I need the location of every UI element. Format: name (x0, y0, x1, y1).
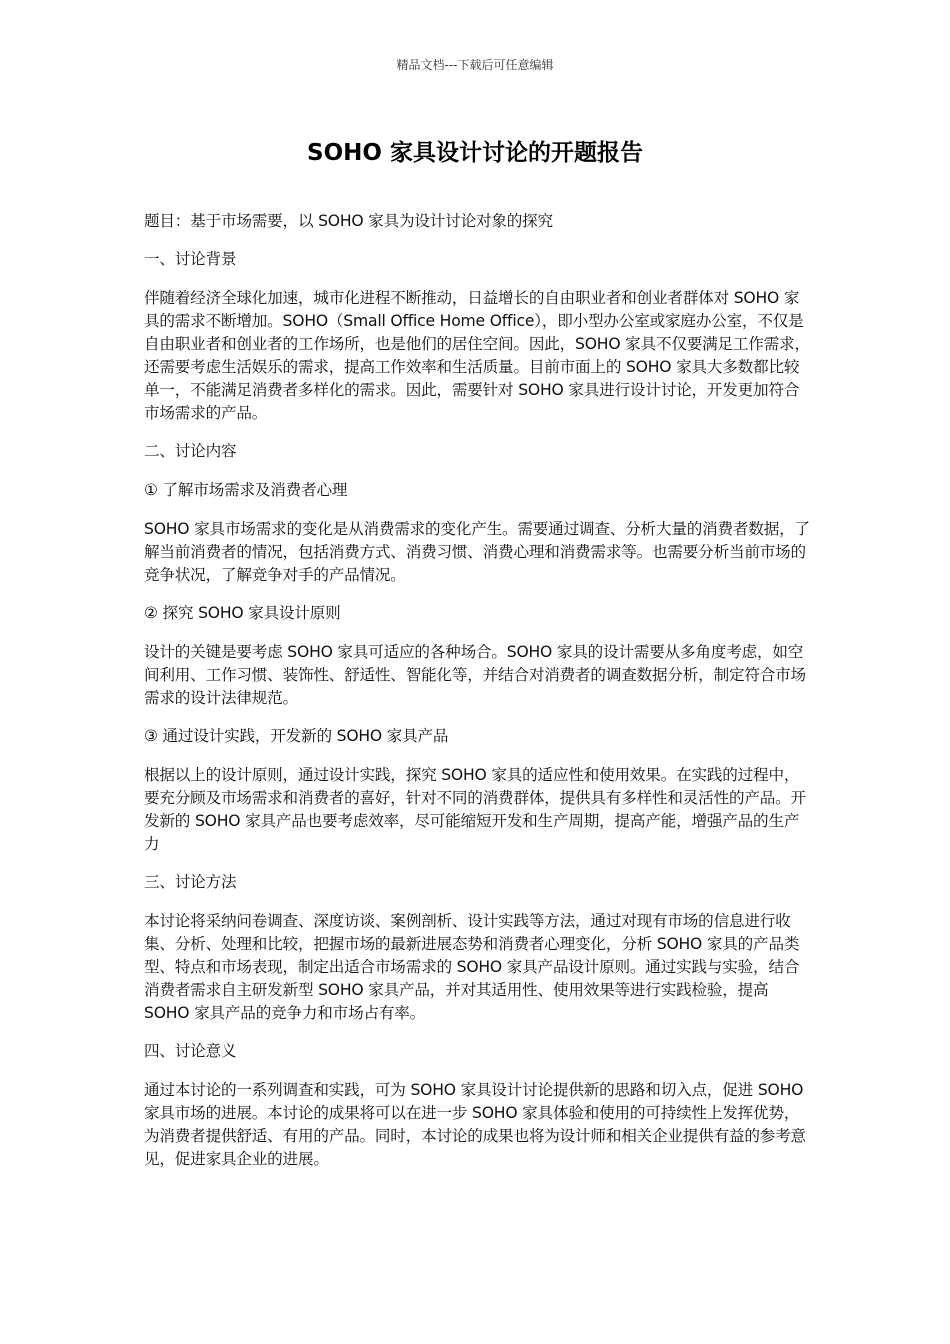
document-body (144, 210, 810, 1186)
section-heading-background: 一、讨论背景 (144, 250, 237, 268)
subsection-body-2: 设计的关键是要考虑 SOHO 家具可适应的各种场合。SOHO 家具的设计需要从多角度考虑，如空间利用、工作习惯、装饰性、舒适性、智能化等，并结合对消费者的调查数据分析，制定符合市场需求的设计法律规范。 (144, 643, 806, 707)
section-heading-significance: 四、讨论意义 (144, 1042, 237, 1060)
section-heading-content: 二、讨论内容 (144, 442, 237, 460)
subsection-heading-1: ① 了解市场需求及消费者心理 (144, 481, 348, 499)
header-note: 精品文档---下载后可任意编辑 (396, 58, 554, 72)
section-body-significance: 通过本讨论的一系列调查和实践，可为 SOHO 家具设计讨论提供新的思路和切入点，促进 SOHO 家具市场的进展。本讨论的成果将可以在进一步 SOHO 家具体验和使用的可持续性上发挥优势，为消费者提供舒适、有用的产品。同时，本讨论的成果也将为设计师和相关企业提供有益的参考意见，促进家具企业的进展。 (144, 1081, 806, 1168)
subsection-heading-2: ② 探究 SOHO 家具设计原则 (144, 604, 341, 622)
section-heading-method: 三、讨论方法 (144, 873, 237, 891)
subsection-heading-3: ③ 通过设计实践，开发新的 SOHO 家具产品 (144, 727, 449, 745)
topic-line: 题目：基于市场需要，以 SOHO 家具为设计讨论对象的探究 (144, 212, 553, 230)
section-body-method: 本讨论将采纳问卷调查、深度访谈、案例剖析、设计实践等方法，通过对现有市场的信息进行收集、分析、处理和比较，把握市场的最新进展态势和消费者心理变化，分析 SOHO 家具的产品类型、特点和市场表现，制定出适合市场需求的 SOHO 家具产品设计原则。通过实践与实验，结合消费者需求自主研发新型 SOHO 家具产品，并对其适用性、使用效果等进行实践检验，提高 SOHO 家具产品的竞争力和市场占有率。 (144, 912, 800, 1022)
section-body-background: 伴随着经济全球化加速，城市化进程不断推动，日益增长的自由职业者和创业者群体对 SOHO 家具的需求不断增加。SOHO（Small Office Home Office），即小型办公室或家庭办公室，不仅是自由职业者和创业者的工作场所，也是他们的居住空间。因此，SOHO 家具不仅要满足工作需求，还需要考虑生活娱乐的需求，提高工作效率和生活质量。目前市面上的 SOHO 家具大多数都比较单一，不能满足消费者多样化的需求。因此，需要针对 SOHO 家具进行设计讨论，开发更加符合市场需求的产品。 (144, 289, 810, 422)
document-title: SOHO 家具设计讨论的开题报告 (307, 140, 643, 166)
subsection-body-3: 根据以上的设计原则，通过设计实践，探究 SOHO 家具的适应性和使用效果。在实践的过程中，要充分顾及市场需求和消费者的喜好，针对不同的消费群体，提供具有多样性和灵活性的产品。开发新的 SOHO 家具产品也要考虑效率，尽可能缩短开发和生产周期，提高产能，增强产品的生产力 (144, 766, 806, 853)
subsection-body-1: SOHO 家具市场需求的变化是从消费需求的变化产生。需要通过调查、分析大量的消费者数据，了解当前消费者的情况，包括消费方式、消费习惯、消费心理和消费需求等。也需要分析当前市场的竞争状况，了解竞争对手的产品情况。 (144, 520, 810, 584)
